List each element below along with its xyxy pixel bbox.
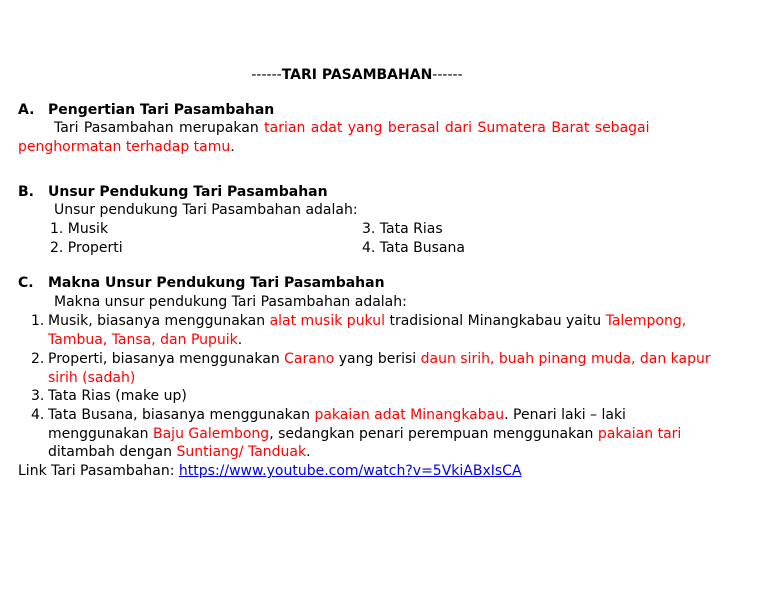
link-line xyxy=(18,462,522,480)
item-4-text-b: . Penari laki – laki xyxy=(504,407,626,423)
section-b-item-3: 3. Tata Rias xyxy=(362,221,443,237)
section-c-item-4 xyxy=(48,406,626,424)
item-1-period: . xyxy=(237,332,243,348)
item-2-highlight-b: daun sirih, buah pinang muda, dan kapur xyxy=(420,351,711,367)
section-a-line2 xyxy=(18,138,235,156)
section-c-item-3: Tata Rias (make up) xyxy=(48,388,187,404)
section-c-item-4-line2 xyxy=(48,425,681,443)
section-a-text: Tari Pasambahan merupakan xyxy=(54,120,259,136)
section-c-item-2-number: 2. xyxy=(31,351,45,367)
section-c-item-4-line3 xyxy=(48,443,311,461)
section-c-item-1 xyxy=(48,312,686,330)
section-c-item-2-line2: sirih (sadah) xyxy=(48,370,136,386)
item-2-highlight-a: Carano xyxy=(284,351,335,367)
title-dashes-left: ------ xyxy=(251,67,282,83)
item-1-text-a: Musik, biasanya menggunakan xyxy=(48,313,266,329)
section-a-line1 xyxy=(54,119,650,137)
section-c-letter: C. xyxy=(18,275,34,291)
item-4-period: . xyxy=(306,444,311,460)
section-b-item-4: 4. Tata Busana xyxy=(362,240,465,256)
section-a-period: . xyxy=(230,139,235,155)
section-a-title: Pengertian Tari Pasambahan xyxy=(48,102,275,118)
item-4-text-a: Tata Busana, biasanya menggunakan xyxy=(48,407,310,423)
title-dashes-right: ------ xyxy=(432,67,463,83)
section-c-title: Makna Unsur Pendukung Tari Pasambahan xyxy=(48,275,385,291)
section-a-highlight: tarian adat yang berasal dari Sumatera Barat sebagai xyxy=(264,120,650,136)
item-4-highlight-c: pakaian tari xyxy=(597,426,682,442)
item-4-highlight-a: pakaian adat Minangkabau xyxy=(314,407,505,423)
section-c-item-2 xyxy=(48,350,711,368)
link-label: Link Tari Pasambahan: xyxy=(18,463,175,479)
section-c-item-1-number: 1. xyxy=(31,313,45,329)
item-4-highlight-b: Baju Galembong xyxy=(153,426,270,442)
item-4-text-e: ditambah dengan xyxy=(48,444,172,460)
section-c-item-3-number: 3. xyxy=(31,388,45,404)
section-b-letter: B. xyxy=(18,184,34,200)
section-c-item-4-number: 4. xyxy=(31,407,45,423)
section-c-intro: Makna unsur pendukung Tari Pasambahan adalah: xyxy=(54,294,407,310)
item-2-text-a: Properti, biasanya menggunakan xyxy=(48,351,280,367)
document-title xyxy=(0,66,714,84)
section-a-highlight-2: penghormatan terhadap tamu xyxy=(18,139,231,155)
item-4-highlight-d: Suntiang/ Tanduak xyxy=(176,444,307,460)
section-c-item-1-line2 xyxy=(48,331,242,349)
item-1-highlight-b: Talempong, xyxy=(605,313,687,329)
item-2-text-b: yang berisi xyxy=(338,351,417,367)
item-4-text-d: , sedangkan penari perempuan menggunakan xyxy=(269,426,594,442)
item-4-text-c: menggunakan xyxy=(48,426,149,442)
item-1-highlight-a: alat musik pukul xyxy=(269,313,386,329)
title-text: TARI PASAMBAHAN xyxy=(281,67,433,83)
section-a-letter: A. xyxy=(18,102,35,118)
item-1-highlight-c: Tambua, Tansa, dan Pupuik xyxy=(48,332,238,348)
section-b-item-2: 2. Properti xyxy=(50,240,123,256)
section-b-title: Unsur Pendukung Tari Pasambahan xyxy=(48,184,328,200)
section-b-item-1: 1. Musik xyxy=(50,221,109,237)
youtube-link[interactable]: https://www.youtube.com/watch?v=5VkiABxIsCA xyxy=(178,463,522,479)
item-1-text-b: tradisional Minangkabau yaitu xyxy=(389,313,602,329)
section-a-heading xyxy=(18,101,34,119)
section-b-intro: Unsur pendukung Tari Pasambahan adalah: xyxy=(54,202,358,218)
